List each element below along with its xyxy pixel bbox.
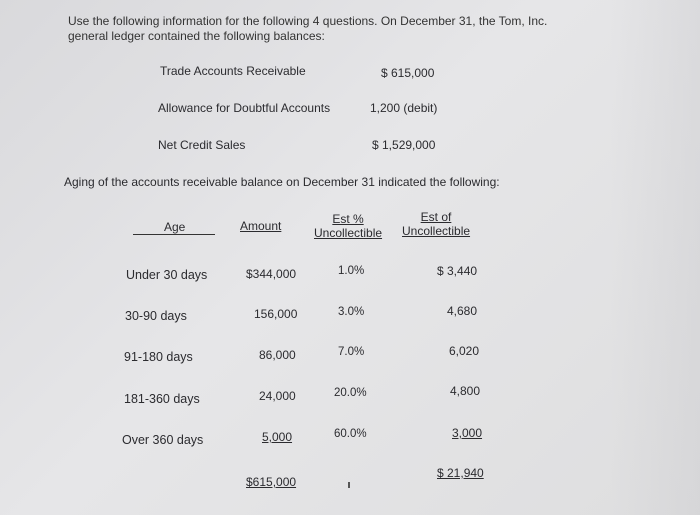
balance-value-net-credit-sales: $ 1,529,000 [372,138,436,152]
intro-line-2: general ledger contained the following balances: [68,29,325,43]
row-est: 4,680 [447,304,478,318]
page-edge-shading [610,0,700,515]
intro-text [68,14,547,44]
header-est-of-line2: Uncollectible [402,224,471,238]
balance-label-allowance: Allowance for Doubtful Accounts [158,101,331,115]
row-est: 6,020 [449,344,480,358]
total-amount: $615,000 [246,475,297,489]
row-amount: 86,000 [259,348,296,362]
balance-value-trade-ar: $ 615,000 [381,66,435,80]
row-est: 4,800 [450,384,481,398]
intro-line-1: Use the following information for the following 4 questions. On December 31, the Tom, Inc. [68,14,548,28]
row-est: $ 3,440 [437,264,478,278]
aging-intro: Aging of the accounts receivable balance on December 31 indicated the following: [64,175,500,189]
row-pct: 60.0% [334,428,367,440]
row-age: Over 360 days [122,433,204,447]
row-amount: $344,000 [246,267,297,281]
header-est-pct-line2: Uncollectible [314,226,383,240]
row-age: 91-180 days [124,350,193,364]
row-age: 181-360 days [124,392,200,406]
row-amount: 5,000 [262,430,293,444]
header-est-pct [314,212,382,240]
header-age: Age [164,220,186,234]
balance-label-trade-ar: Trade Accounts Receivable [160,64,306,78]
row-pct: 20.0% [334,387,367,399]
header-amount: Amount [240,219,282,233]
row-age: 30-90 days [125,309,187,323]
row-pct: 3.0% [338,306,365,318]
header-est-pct-line1: Est % [332,212,364,226]
balance-label-net-credit-sales: Net Credit Sales [158,138,246,152]
row-amount: 24,000 [259,389,296,403]
total-pct-dash [348,482,350,488]
row-pct: 1.0% [338,265,365,277]
balance-value-allowance: 1,200 (debit) [370,101,438,115]
row-amount: 156,000 [254,307,298,321]
row-age: Under 30 days [126,268,208,282]
row-est: 3,000 [452,426,483,440]
total-est: $ 21,940 [437,466,484,480]
header-est-of [402,210,470,238]
header-est-of-line1: Est of [420,210,452,224]
row-pct: 7.0% [338,346,365,358]
age-header-line [133,234,215,235]
